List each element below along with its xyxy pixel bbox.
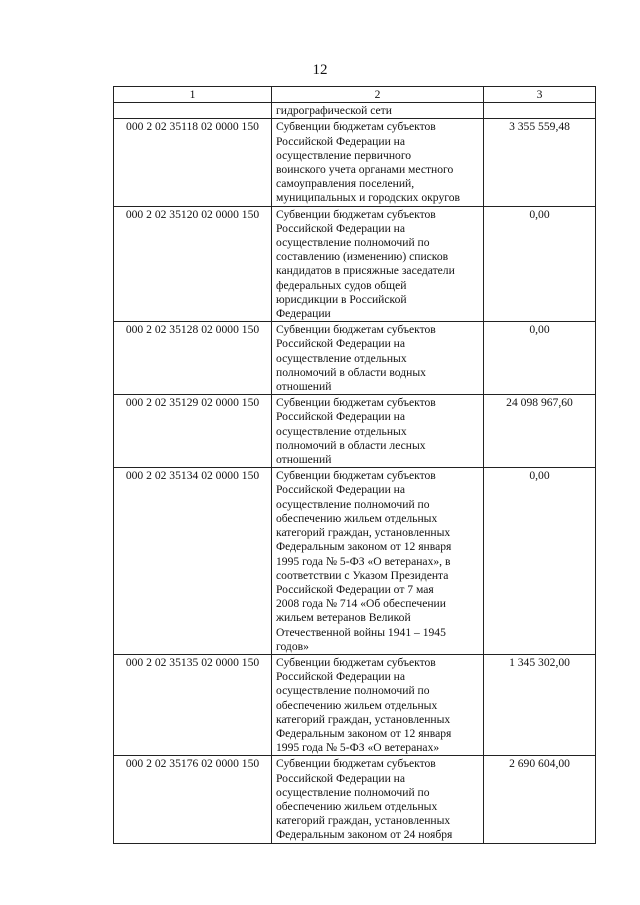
description-line: 2008 года № 714 «Об обеспечении	[276, 597, 446, 611]
description-line: Российской Федерации на	[276, 410, 406, 424]
description-line: Российской Федерации на	[276, 483, 406, 497]
description-line: осуществление полномочий по	[276, 497, 430, 511]
description-line: самоуправления поселений,	[276, 177, 415, 191]
description-cell	[272, 119, 484, 206]
budget-code-cell: 000 2 02 35128 02 0000 150	[114, 322, 272, 395]
column-header-2: 2	[272, 87, 484, 103]
description-line: осуществление первичного	[276, 148, 412, 162]
amount-cell: 0,00	[484, 206, 596, 322]
header-row	[114, 87, 596, 103]
description-line: годов»	[276, 639, 309, 653]
table-row	[114, 395, 596, 468]
description-line: отношений	[276, 453, 332, 467]
description-cell	[272, 468, 484, 655]
budget-code-cell: 000 2 02 35135 02 0000 150	[114, 654, 272, 755]
description-line: 1995 года № 5-ФЗ «О ветеранах»	[276, 741, 440, 755]
description-line: кандидатов в присяжные заседатели	[276, 264, 455, 278]
description-line: обеспечению жильем отдельных	[276, 799, 438, 813]
description-line: полномочий в области лесных	[276, 438, 426, 452]
description-line: осуществление отдельных	[276, 351, 407, 365]
table-row	[114, 468, 596, 655]
amount-cell: 2 690 604,00	[484, 756, 596, 843]
description-line: Субвенции бюджетам субъектов	[276, 655, 436, 669]
description-line: категорий граждан, установленных	[276, 712, 451, 726]
table-row	[114, 322, 596, 395]
description-line: Российской Федерации на	[276, 337, 406, 351]
budget-code-cell: 000 2 02 35134 02 0000 150	[114, 468, 272, 655]
amount-cell: 0,00	[484, 468, 596, 655]
table-row	[114, 103, 596, 119]
description-line: Субвенции бюджетам субъектов	[276, 396, 436, 410]
description-cell	[272, 756, 484, 843]
amount-cell: 0,00	[484, 322, 596, 395]
description-line: осуществление полномочий по	[276, 785, 430, 799]
description-line: воинского учета органами местного	[276, 163, 454, 177]
table-row	[114, 206, 596, 322]
budget-code-cell: 000 2 02 35118 02 0000 150	[114, 119, 272, 206]
description-line: полномочий в области водных	[276, 365, 426, 379]
description-line: Российской Федерации от 7 мая	[276, 582, 434, 596]
table-row	[114, 654, 596, 755]
description-line: Федерации	[276, 307, 331, 321]
description-line: обеспечению жильем отдельных	[276, 698, 438, 712]
description-line: осуществление полномочий по	[276, 684, 430, 698]
description-line: муниципальных и городских округов	[276, 191, 460, 205]
description-line: Субвенции бюджетам субъектов	[276, 120, 436, 134]
description-line: составлению (изменению) списков	[276, 250, 449, 264]
description-line: Субвенции бюджетам субъектов	[276, 757, 436, 771]
description-line: Российской Федерации на	[276, 134, 406, 148]
description-cell	[272, 322, 484, 395]
description-cell	[272, 206, 484, 322]
description-line: осуществление отдельных	[276, 424, 407, 438]
description-line: федеральных судов общей	[276, 278, 407, 292]
amount-cell: 3 355 559,48	[484, 119, 596, 206]
description-line: жильем ветеранов Великой	[276, 611, 411, 625]
amount-cell	[484, 103, 596, 119]
description-line: Российской Федерации на	[276, 670, 406, 684]
page-number: 12	[312, 62, 328, 78]
budget-code-cell: 000 2 02 35120 02 0000 150	[114, 206, 272, 322]
description-line: Субвенции бюджетам субъектов	[276, 207, 436, 221]
description-line: Российской Федерации на	[276, 771, 406, 785]
amount-cell: 24 098 967,60	[484, 395, 596, 468]
amount-cell: 1 345 302,00	[484, 654, 596, 755]
column-header-1: 1	[114, 87, 272, 103]
description-line: Субвенции бюджетам субъектов	[276, 323, 436, 337]
description-line: Федеральным законом от 24 ноября	[276, 828, 453, 842]
table-body	[114, 103, 596, 843]
budget-code-cell: 000 2 02 35129 02 0000 150	[114, 395, 272, 468]
budget-code-cell	[114, 103, 272, 119]
description-cell	[272, 395, 484, 468]
description-line: обеспечению жильем отдельных	[276, 511, 438, 525]
description-line: категорий граждан, установленных	[276, 814, 451, 828]
description-line: гидрографической сети	[276, 104, 392, 118]
description-cell	[272, 103, 484, 119]
description-line: Российской Федерации на	[276, 221, 406, 235]
description-line: Субвенции бюджетам субъектов	[276, 469, 436, 483]
budget-code-cell: 000 2 02 35176 02 0000 150	[114, 756, 272, 843]
table-row	[114, 756, 596, 843]
description-line: Федеральным законом от 12 января	[276, 726, 452, 740]
description-line: соответствии с Указом Президента	[276, 568, 449, 582]
description-line: 1995 года № 5-ФЗ «О ветеранах», в	[276, 554, 451, 568]
table-row	[114, 119, 596, 206]
description-line: юрисдикции в Российской	[276, 292, 407, 306]
description-line: отношений	[276, 380, 332, 394]
column-header-3: 3	[484, 87, 596, 103]
description-cell	[272, 654, 484, 755]
description-line: категорий граждан, установленных	[276, 526, 451, 540]
description-line: осуществление полномочий по	[276, 236, 430, 250]
description-line: Федеральным законом от 12 января	[276, 540, 452, 554]
budget-table	[113, 86, 596, 844]
description-line: Отечественной войны 1941 – 1945	[276, 625, 446, 639]
